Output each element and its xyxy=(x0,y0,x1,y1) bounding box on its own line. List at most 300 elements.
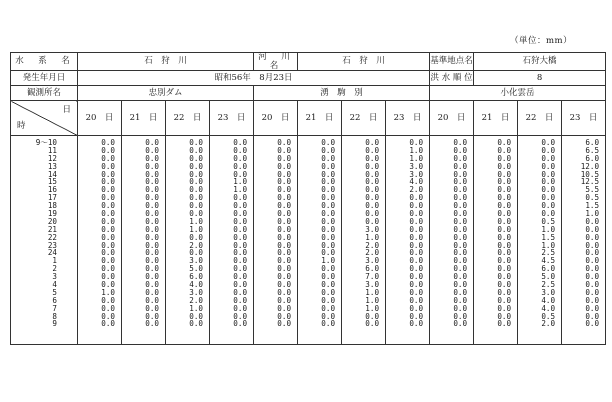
rainfall-column xyxy=(210,136,254,345)
date-label: 発生年月日 xyxy=(11,71,78,86)
rainfall-value: 0.0 xyxy=(145,201,159,211)
rainfall-value: 0.0 xyxy=(277,193,292,203)
rainfall-value: 1.0 xyxy=(233,177,248,187)
rainfall-value: 6.0 xyxy=(189,272,203,282)
rainfall-value: 0.0 xyxy=(233,287,248,297)
rainfall-value: 0.0 xyxy=(321,295,336,305)
rainfall-value: 2.0 xyxy=(189,295,203,305)
rainfall-value: 0.0 xyxy=(453,169,468,179)
rainfall-value: 12.0 xyxy=(580,161,600,171)
hour-label: 6 xyxy=(52,295,57,305)
rainfall-column xyxy=(518,136,562,345)
day-header-cell: 21 日 xyxy=(298,101,342,136)
date-value: 昭和56年 8月23日 xyxy=(78,71,430,86)
hour-label: 23 xyxy=(47,240,57,250)
rainfall-value: 0.0 xyxy=(409,216,424,226)
rainfall-value: 0.0 xyxy=(189,311,203,321)
rainfall-value: 0.0 xyxy=(585,303,600,313)
rainfall-value: 0.0 xyxy=(189,201,203,211)
river-system-value: 石 狩 川 xyxy=(78,53,254,71)
rainfall-value: 0.0 xyxy=(277,209,292,219)
rainfall-value: 0.0 xyxy=(409,201,424,211)
rainfall-value: 0.5 xyxy=(585,193,600,203)
rainfall-value: 0.0 xyxy=(101,248,115,258)
rainfall-value: 0.0 xyxy=(541,185,556,195)
rainfall-value: 6.5 xyxy=(585,145,600,155)
rainfall-value: 0.0 xyxy=(321,319,336,329)
rainfall-value: 0.0 xyxy=(365,153,380,163)
rainfall-value: 0.0 xyxy=(233,240,248,250)
rainfall-value: 0.0 xyxy=(277,232,292,242)
hour-label: 11 xyxy=(47,145,57,155)
rainfall-value: 0.0 xyxy=(145,280,159,290)
river-value: 石 狩 川 xyxy=(298,53,430,71)
rainfall-value: 0.0 xyxy=(321,185,336,195)
rainfall-value: 0.0 xyxy=(321,193,336,203)
rainfall-value: 0.0 xyxy=(277,295,292,305)
rainfall-value: 0.0 xyxy=(453,303,468,313)
rainfall-value: 0.0 xyxy=(585,232,600,242)
rainfall-value: 0.0 xyxy=(497,319,512,329)
rainfall-value: 0.0 xyxy=(497,169,512,179)
rainfall-value: 0.0 xyxy=(497,240,512,250)
rainfall-value: 0.0 xyxy=(233,248,248,258)
rainfall-value: 12.5 xyxy=(580,177,600,187)
rainfall-value: 1.0 xyxy=(189,303,203,313)
rainfall-value: 0.0 xyxy=(145,177,159,187)
rainfall-value: 0.0 xyxy=(453,185,468,195)
rainfall-value: 0.0 xyxy=(497,256,512,266)
rainfall-value: 0.0 xyxy=(189,153,203,163)
rainfall-value: 0.0 xyxy=(409,240,424,250)
day-header-cell: 21 日 xyxy=(122,101,166,136)
rainfall-column xyxy=(122,136,166,345)
rainfall-value: 0.0 xyxy=(233,161,248,171)
rainfall-value: 0.0 xyxy=(409,295,424,305)
rainfall-value: 0.0 xyxy=(585,240,600,250)
rainfall-value: 0.0 xyxy=(541,201,556,211)
rainfall-value: 0.0 xyxy=(277,161,292,171)
rainfall-value: 0.0 xyxy=(189,319,203,329)
rainfall-value: 0.0 xyxy=(321,240,336,250)
rainfall-column xyxy=(474,136,518,345)
rainfall-value: 0.0 xyxy=(101,169,115,179)
rainfall-value: 0.0 xyxy=(409,264,424,274)
stations-label: 観測所名 xyxy=(11,86,78,101)
day-header: 日 xyxy=(62,105,71,115)
rainfall-column xyxy=(562,136,606,345)
rainfall-value: 0.0 xyxy=(497,311,512,321)
rainfall-value: 0.0 xyxy=(277,287,292,297)
rainfall-value: 0.0 xyxy=(453,201,468,211)
hour-label: 8 xyxy=(52,311,57,321)
rainfall-value: 0.0 xyxy=(101,256,115,266)
hour-label: 2 xyxy=(52,264,57,274)
rainfall-value: 0.0 xyxy=(497,232,512,242)
base-point-value: 石狩大橋 xyxy=(474,53,606,71)
rainfall-value: 0.0 xyxy=(145,264,159,274)
rainfall-value: 0.0 xyxy=(101,161,115,171)
hour-label: 5 xyxy=(52,287,57,297)
rainfall-value: 2.5 xyxy=(541,248,556,258)
hour-label: 22 xyxy=(47,232,57,242)
rainfall-value: 1.0 xyxy=(189,224,203,234)
rainfall-value: 0.0 xyxy=(365,177,380,187)
hour-label: 1 xyxy=(52,256,57,266)
rainfall-value: 1.5 xyxy=(585,201,600,211)
rainfall-value: 0.0 xyxy=(365,319,380,329)
day-header-cell: 22 日 xyxy=(166,101,210,136)
rainfall-value: 0.0 xyxy=(585,287,600,297)
rainfall-value: 6.0 xyxy=(585,138,600,147)
rainfall-value: 0.0 xyxy=(233,193,248,203)
rainfall-value: 0.0 xyxy=(233,272,248,282)
rainfall-value: 0.0 xyxy=(409,287,424,297)
day-header-cell: 21 日 xyxy=(474,101,518,136)
rainfall-value: 0.0 xyxy=(277,177,292,187)
station-name: 忠別ダム xyxy=(78,86,254,101)
rainfall-value: 0.0 xyxy=(365,169,380,179)
rainfall-value: 0.5 xyxy=(541,311,556,321)
rainfall-value: 0.0 xyxy=(585,216,600,226)
rainfall-value: 0.0 xyxy=(541,138,556,147)
rainfall-value: 0.0 xyxy=(277,311,292,321)
rainfall-value: 0.0 xyxy=(453,319,468,329)
rainfall-column xyxy=(342,136,386,345)
hour-label: 3 xyxy=(52,272,57,282)
rainfall-value: 0.0 xyxy=(497,272,512,282)
rainfall-value: 1.0 xyxy=(365,232,380,242)
rainfall-value: 0.0 xyxy=(453,177,468,187)
rainfall-value: 0.0 xyxy=(233,169,248,179)
rainfall-value: 0.0 xyxy=(145,193,159,203)
rainfall-value: 0.0 xyxy=(101,240,115,250)
rainfall-value: 3.0 xyxy=(409,169,424,179)
rainfall-value: 6.0 xyxy=(585,153,600,163)
rainfall-value: 0.0 xyxy=(321,161,336,171)
rainfall-column xyxy=(386,136,430,345)
rainfall-value: 0.0 xyxy=(585,311,600,321)
rainfall-value: 0.0 xyxy=(453,145,468,155)
rainfall-value: 3.0 xyxy=(409,161,424,171)
rainfall-value: 0.0 xyxy=(145,311,159,321)
rainfall-value: 0.0 xyxy=(585,248,600,258)
rainfall-value: 0.0 xyxy=(541,161,556,171)
rainfall-value: 6.0 xyxy=(365,264,380,274)
rainfall-value: 0.0 xyxy=(277,280,292,290)
rainfall-value: 0.0 xyxy=(145,240,159,250)
rainfall-value: 1.0 xyxy=(101,287,115,297)
rainfall-value: 0.0 xyxy=(101,193,115,203)
rainfall-value: 0.0 xyxy=(101,319,115,329)
rainfall-value: 0.0 xyxy=(541,177,556,187)
rainfall-value: 0.0 xyxy=(453,216,468,226)
hour-label: 4 xyxy=(52,280,57,290)
rainfall-column xyxy=(254,136,298,345)
rainfall-value: 0.0 xyxy=(497,138,512,147)
rainfall-value: 0.0 xyxy=(497,177,512,187)
rainfall-value: 0.0 xyxy=(453,138,468,147)
rainfall-value: 0.0 xyxy=(453,153,468,163)
rainfall-value: 0.0 xyxy=(321,264,336,274)
rainfall-value: 0.0 xyxy=(233,145,248,155)
hours-column xyxy=(11,136,78,345)
rainfall-value: 0.0 xyxy=(189,145,203,155)
rainfall-value: 1.5 xyxy=(541,232,556,242)
rainfall-value: 0.0 xyxy=(365,138,380,147)
rainfall-value: 0.0 xyxy=(233,311,248,321)
rainfall-value: 0.0 xyxy=(453,232,468,242)
rainfall-value: 0.0 xyxy=(321,224,336,234)
rainfall-value: 0.0 xyxy=(321,248,336,258)
rainfall-value: 0.0 xyxy=(409,193,424,203)
rainfall-value: 0.0 xyxy=(497,287,512,297)
rainfall-value: 0.0 xyxy=(497,264,512,274)
rainfall-value: 0.0 xyxy=(101,264,115,274)
rainfall-value: 0.0 xyxy=(409,209,424,219)
rainfall-value: 3.0 xyxy=(189,256,203,266)
rainfall-value: 2.0 xyxy=(365,248,380,258)
hour-label: 17 xyxy=(47,193,57,203)
rainfall-value: 0.0 xyxy=(585,295,600,305)
rainfall-value: 0.0 xyxy=(453,311,468,321)
rainfall-value: 0.0 xyxy=(101,185,115,195)
rainfall-value: 0.0 xyxy=(409,303,424,313)
rainfall-value: 0.0 xyxy=(189,193,203,203)
rainfall-value: 0.0 xyxy=(277,185,292,195)
hour-label: 15 xyxy=(47,177,57,187)
rainfall-value: 0.0 xyxy=(277,240,292,250)
rainfall-value: 0.0 xyxy=(189,177,203,187)
flood-rank-label: 洪 水 順 位 xyxy=(430,71,474,86)
hour-label: 7 xyxy=(52,303,57,313)
rainfall-value: 0.0 xyxy=(101,216,115,226)
rainfall-value: 3.0 xyxy=(365,224,380,234)
day-header-cell: 20 日 xyxy=(430,101,474,136)
hour-label: 12 xyxy=(47,153,57,163)
rainfall-value: 0.0 xyxy=(497,303,512,313)
rainfall-value: 0.0 xyxy=(585,272,600,282)
rainfall-value: 0.0 xyxy=(453,256,468,266)
rainfall-column xyxy=(166,136,210,345)
rainfall-value: 1.0 xyxy=(585,209,600,219)
rainfall-value: 4.5 xyxy=(541,256,556,266)
rainfall-value: 0.0 xyxy=(585,280,600,290)
rainfall-value: 0.0 xyxy=(497,193,512,203)
day-header-cell: 23 日 xyxy=(562,101,606,136)
rainfall-value: 3.0 xyxy=(541,287,556,297)
rainfall-value: 0.0 xyxy=(277,224,292,234)
rainfall-value: 0.0 xyxy=(453,161,468,171)
day-header-cell: 20 日 xyxy=(254,101,298,136)
rainfall-value: 0.0 xyxy=(321,280,336,290)
rainfall-value: 0.0 xyxy=(321,145,336,155)
rainfall-value: 0.0 xyxy=(409,248,424,258)
rainfall-value: 0.0 xyxy=(497,145,512,155)
rainfall-value: 2.0 xyxy=(189,240,203,250)
rainfall-value: 0.0 xyxy=(541,193,556,203)
rainfall-value: 0.0 xyxy=(365,209,380,219)
rainfall-value: 0.0 xyxy=(541,145,556,155)
rainfall-value: 3.0 xyxy=(365,256,380,266)
rainfall-value: 0.0 xyxy=(409,256,424,266)
rainfall-value: 0.0 xyxy=(101,209,115,219)
rainfall-value: 0.0 xyxy=(145,287,159,297)
rainfall-value: 1.0 xyxy=(365,287,380,297)
rainfall-value: 0.0 xyxy=(497,224,512,234)
rainfall-value: 0.0 xyxy=(101,153,115,163)
rainfall-value: 0.0 xyxy=(541,153,556,163)
rainfall-value: 0.0 xyxy=(409,224,424,234)
day-header-cell: 20 日 xyxy=(78,101,122,136)
rainfall-value: 0.0 xyxy=(189,161,203,171)
rainfall-value: 0.0 xyxy=(277,264,292,274)
rainfall-value: 0.0 xyxy=(145,185,159,195)
rainfall-value: 0.0 xyxy=(453,280,468,290)
rainfall-value: 0.0 xyxy=(189,185,203,195)
rainfall-value: 0.0 xyxy=(453,272,468,282)
unit-note: （単位：mm） xyxy=(510,36,573,46)
rainfall-value: 0.0 xyxy=(365,193,380,203)
rainfall-value: 0.0 xyxy=(189,138,203,147)
hour-label: 19 xyxy=(47,209,57,219)
rainfall-value: 0.0 xyxy=(145,169,159,179)
rainfall-value: 3.0 xyxy=(189,287,203,297)
rainfall-value: 0.0 xyxy=(365,161,380,171)
rainfall-value: 0.0 xyxy=(145,145,159,155)
rainfall-value: 0.0 xyxy=(101,295,115,305)
rainfall-value: 0.0 xyxy=(145,232,159,242)
rainfall-value: 0.0 xyxy=(365,216,380,226)
rainfall-value: 0.0 xyxy=(233,232,248,242)
day-hour-corner xyxy=(11,101,78,136)
rainfall-value: 7.0 xyxy=(365,272,380,282)
rainfall-value: 0.0 xyxy=(145,272,159,282)
rainfall-value: 5.5 xyxy=(585,185,600,195)
rainfall-value: 0.0 xyxy=(277,153,292,163)
rainfall-value: 0.0 xyxy=(365,201,380,211)
rainfall-value: 0.0 xyxy=(233,209,248,219)
rainfall-value: 1.0 xyxy=(365,295,380,305)
rainfall-value: 0.0 xyxy=(233,216,248,226)
rainfall-value: 10.5 xyxy=(580,169,600,179)
rainfall-value: 0.0 xyxy=(233,303,248,313)
rainfall-value: 0.0 xyxy=(541,169,556,179)
rainfall-value: 0.0 xyxy=(453,193,468,203)
rainfall-value: 0.0 xyxy=(145,303,159,313)
station-name: 湧 駒 別 xyxy=(254,86,430,101)
hour-label: 9〜10 xyxy=(35,138,57,147)
rainfall-value: 0.0 xyxy=(321,177,336,187)
rainfall-value: 0.0 xyxy=(189,169,203,179)
rainfall-value: 0.0 xyxy=(497,248,512,258)
rainfall-value: 0.0 xyxy=(145,256,159,266)
rainfall-value: 5.0 xyxy=(189,264,203,274)
rainfall-value: 0.0 xyxy=(409,272,424,282)
rainfall-value: 0.0 xyxy=(101,311,115,321)
rainfall-value: 0.0 xyxy=(365,145,380,155)
rainfall-value: 0.0 xyxy=(497,201,512,211)
rainfall-value: 2.0 xyxy=(365,240,380,250)
rainfall-value: 1.0 xyxy=(541,240,556,250)
rainfall-value: 0.0 xyxy=(453,240,468,250)
station-name: 小化雲岳 xyxy=(430,86,606,101)
river-label: 河 川 名 xyxy=(254,53,298,71)
rainfall-value: 0.0 xyxy=(145,224,159,234)
rainfall-value: 0.0 xyxy=(277,319,292,329)
rainfall-value: 0.0 xyxy=(497,295,512,305)
rainfall-value: 0.0 xyxy=(321,138,336,147)
rainfall-value: 0.0 xyxy=(321,232,336,242)
rainfall-value: 0.0 xyxy=(145,161,159,171)
rainfall-value: 0.0 xyxy=(321,209,336,219)
rainfall-value: 0.0 xyxy=(145,248,159,258)
rainfall-value: 0.0 xyxy=(189,209,203,219)
rainfall-value: 2.5 xyxy=(541,280,556,290)
rainfall-value: 0.0 xyxy=(145,209,159,219)
rainfall-value: 1.0 xyxy=(233,185,248,195)
rainfall-value: 1.0 xyxy=(409,153,424,163)
rainfall-value: 1.0 xyxy=(365,303,380,313)
rainfall-value: 4.0 xyxy=(541,295,556,305)
rainfall-value: 3.0 xyxy=(365,280,380,290)
rainfall-value: 0.0 xyxy=(321,216,336,226)
rainfall-value: 1.0 xyxy=(189,216,203,226)
rainfall-value: 0.0 xyxy=(365,311,380,321)
rainfall-value: 0.0 xyxy=(233,264,248,274)
hour-header: 時 xyxy=(17,120,26,131)
rainfall-table xyxy=(10,52,606,345)
hour-label: 18 xyxy=(47,201,57,211)
rainfall-value: 0.0 xyxy=(453,248,468,258)
rainfall-value: 0.0 xyxy=(585,256,600,266)
rainfall-value: 0.0 xyxy=(497,153,512,163)
base-point-label: 基準地点名 xyxy=(430,53,474,71)
rainfall-value: 0.0 xyxy=(277,201,292,211)
rainfall-value: 0.0 xyxy=(101,280,115,290)
rainfall-value: 0.0 xyxy=(101,232,115,242)
rainfall-value: 0.0 xyxy=(277,216,292,226)
rainfall-value: 0.0 xyxy=(541,209,556,219)
rainfall-value: 0.0 xyxy=(101,201,115,211)
rainfall-value: 5.0 xyxy=(541,272,556,282)
hour-label: 21 xyxy=(47,224,57,234)
rainfall-value: 0.0 xyxy=(277,256,292,266)
hour-label: 24 xyxy=(47,248,57,258)
rainfall-value: 0.0 xyxy=(277,248,292,258)
rainfall-value: 0.0 xyxy=(453,287,468,297)
rainfall-value: 0.0 xyxy=(321,201,336,211)
rainfall-value: 0.0 xyxy=(321,153,336,163)
rainfall-value: 0.0 xyxy=(145,153,159,163)
rainfall-value: 0.0 xyxy=(145,216,159,226)
rainfall-value: 0.0 xyxy=(145,295,159,305)
day-header-cell: 22 日 xyxy=(518,101,562,136)
rainfall-value: 0.0 xyxy=(321,287,336,297)
flood-rank-value: 8 xyxy=(474,71,606,86)
rainfall-value: 4.0 xyxy=(541,303,556,313)
rainfall-value: 0.0 xyxy=(277,272,292,282)
rainfall-column xyxy=(78,136,122,345)
rainfall-value: 0.0 xyxy=(409,280,424,290)
rainfall-value: 0.0 xyxy=(497,209,512,219)
rainfall-value: 0.0 xyxy=(101,303,115,313)
rainfall-value: 0.0 xyxy=(189,232,203,242)
rainfall-value: 0.0 xyxy=(277,145,292,155)
rainfall-value: 0.0 xyxy=(233,256,248,266)
rainfall-value: 0.0 xyxy=(409,311,424,321)
rainfall-value: 0.0 xyxy=(277,303,292,313)
